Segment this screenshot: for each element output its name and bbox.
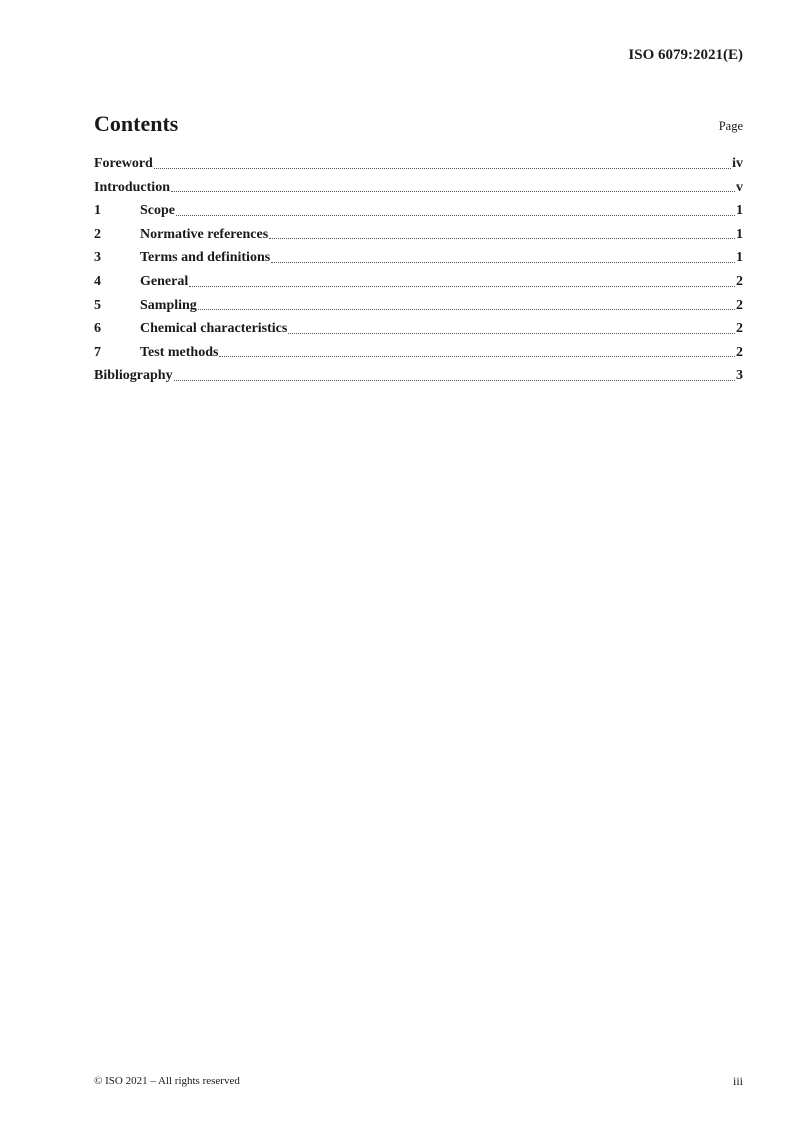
dot-leader bbox=[269, 238, 735, 239]
toc-entry-number: 1 bbox=[94, 203, 101, 219]
toc-entry-page: 1 bbox=[736, 250, 743, 266]
toc-entry-introduction[interactable] bbox=[94, 176, 743, 200]
toc-entry-page: 1 bbox=[736, 226, 743, 242]
toc-entry-title: Terms and definitions bbox=[140, 250, 271, 266]
toc-entry-title: Normative references bbox=[140, 226, 269, 242]
toc-entry-sampling[interactable] bbox=[94, 294, 743, 318]
page-title: Contents bbox=[94, 111, 179, 136]
toc-entry-page: iv bbox=[732, 156, 743, 171]
copyright-notice: © ISO 2021 – All rights reserved bbox=[94, 1075, 240, 1087]
page-column-label: Page bbox=[718, 119, 743, 133]
dot-leader bbox=[189, 286, 735, 287]
toc-entry-title: Sampling bbox=[140, 297, 197, 313]
toc-entry-page: 2 bbox=[736, 344, 743, 360]
toc-entry-number: 7 bbox=[94, 344, 101, 360]
page-footer bbox=[94, 1072, 743, 1090]
document-identifier: ISO 6079:2021(E) bbox=[628, 47, 743, 63]
dot-leader bbox=[171, 191, 735, 192]
dot-leader bbox=[198, 309, 735, 310]
toc-entry-page: 1 bbox=[736, 203, 743, 219]
page-number: iii bbox=[732, 1074, 743, 1088]
dot-leader bbox=[271, 262, 735, 263]
toc-entry-terms-and-definitions[interactable] bbox=[94, 246, 743, 270]
dot-leader bbox=[219, 356, 735, 357]
toc-entry-page: 3 bbox=[736, 368, 743, 384]
toc-entry-page: v bbox=[736, 179, 743, 195]
dot-leader bbox=[176, 215, 735, 216]
dot-leader bbox=[288, 333, 735, 334]
toc-entry-title: Scope bbox=[140, 203, 175, 219]
toc-entry-title: Foreword bbox=[94, 156, 153, 171]
toc-entry-test-methods[interactable] bbox=[94, 341, 743, 365]
dot-leader bbox=[154, 168, 731, 169]
contents-header bbox=[94, 110, 743, 140]
toc-entry-title: Test methods bbox=[140, 344, 219, 360]
toc-entry-chemical-characteristics[interactable] bbox=[94, 317, 743, 341]
toc-entry-page: 2 bbox=[736, 273, 743, 289]
toc-entry-page: 2 bbox=[736, 297, 743, 313]
toc-entry-number: 6 bbox=[94, 321, 101, 337]
toc-entry-normative-references[interactable] bbox=[94, 223, 743, 247]
toc-entry-number: 4 bbox=[94, 273, 101, 289]
toc-entry-title: Bibliography bbox=[94, 368, 173, 384]
toc-entry-bibliography[interactable] bbox=[94, 364, 743, 388]
toc-entry-scope[interactable] bbox=[94, 199, 743, 223]
table-of-contents bbox=[94, 152, 743, 388]
toc-entry-page: 2 bbox=[736, 321, 743, 337]
toc-entry-number: 3 bbox=[94, 250, 101, 266]
dot-leader bbox=[174, 380, 735, 381]
toc-entry-title: General bbox=[140, 273, 189, 289]
toc-entry-title: Introduction bbox=[94, 179, 170, 195]
toc-entry-general[interactable] bbox=[94, 270, 743, 294]
toc-entry-title: Chemical characteristics bbox=[140, 321, 288, 337]
toc-entry-foreword[interactable] bbox=[94, 152, 743, 176]
toc-entry-number: 2 bbox=[94, 226, 101, 242]
toc-entry-number: 5 bbox=[94, 297, 101, 313]
